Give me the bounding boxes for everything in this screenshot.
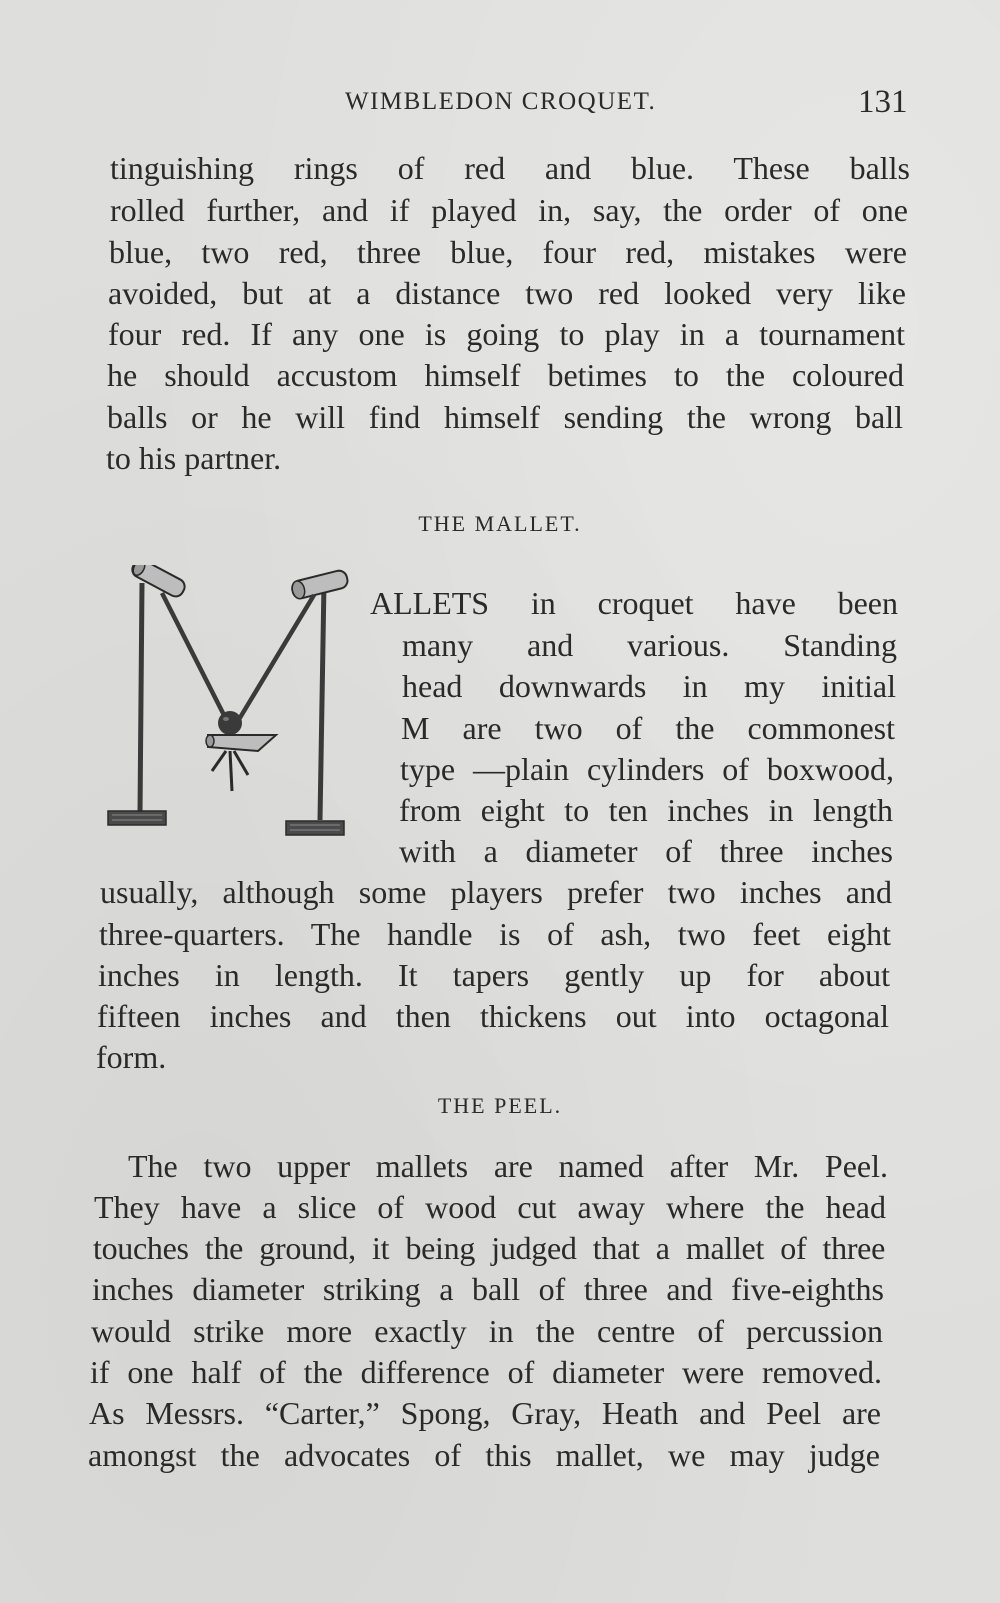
- section-heading-mallet: THE MALLET.: [418, 511, 582, 536]
- text-line: four red. If any one is going to play in a tournament: [108, 316, 905, 352]
- decorated-initial-m-illustration: [100, 565, 362, 865]
- text-line: from eight to ten inches in length: [399, 792, 893, 828]
- text-line: They have a slice of wood cut away where the head: [94, 1189, 886, 1225]
- running-title: WIMBLEDON CROQUET.: [345, 88, 657, 115]
- text-line: type —plain cylinders of boxwood,: [400, 751, 894, 787]
- text-line: M are two of the commonest: [401, 710, 895, 746]
- text-line: form.: [96, 1039, 167, 1075]
- text-line: three-quarters. The handle is of ash, two feet eight: [99, 916, 891, 952]
- text-line: rolled further, and if played in, say, the order of one: [110, 192, 908, 228]
- text-line: ALLETS in croquet have been: [370, 585, 898, 621]
- text-line: he should accustom himself betimes to the coloured: [107, 357, 904, 393]
- text-line: amongst the advocates of this mallet, we may judge: [88, 1437, 880, 1473]
- text-line: with a diameter of three inches: [399, 833, 893, 869]
- text-line: balls or he will find himself sending the wrong ball: [107, 399, 903, 435]
- text-line: inches diameter striking a ball of three and five-eighths: [92, 1271, 884, 1307]
- text-line: many and various. Standing: [402, 627, 897, 663]
- text-line: fifteen inches and then thickens out into octagonal: [97, 998, 889, 1034]
- running-head: [0, 84, 1000, 124]
- text-line: The two upper mallets are named after Mr. Peel.: [128, 1148, 888, 1184]
- section-heading-peel: THE PEEL.: [437, 1093, 563, 1118]
- text-line: tinguishing rings of red and blue. These balls: [110, 150, 910, 186]
- text-line: avoided, but at a distance two red looked very like: [108, 275, 906, 311]
- text-line: if one half of the difference of diameter were removed.: [90, 1354, 882, 1390]
- text-line: As Messrs. “Carter,” Spong, Gray, Heath and Peel are: [89, 1395, 881, 1431]
- text-line: to his partner.: [106, 440, 282, 476]
- text-line: touches the ground, it being judged that a mallet of three: [93, 1230, 885, 1266]
- text-line: inches in length. It tapers gently up for about: [98, 957, 890, 993]
- page-number: 131: [858, 84, 908, 120]
- text-line: head downwards in my initial: [402, 668, 896, 704]
- text-line: usually, although some players prefer two inches and: [100, 874, 892, 910]
- text-line: blue, two red, three blue, four red, mistakes were: [109, 234, 907, 270]
- text-line: would strike more exactly in the centre of percussion: [91, 1313, 883, 1349]
